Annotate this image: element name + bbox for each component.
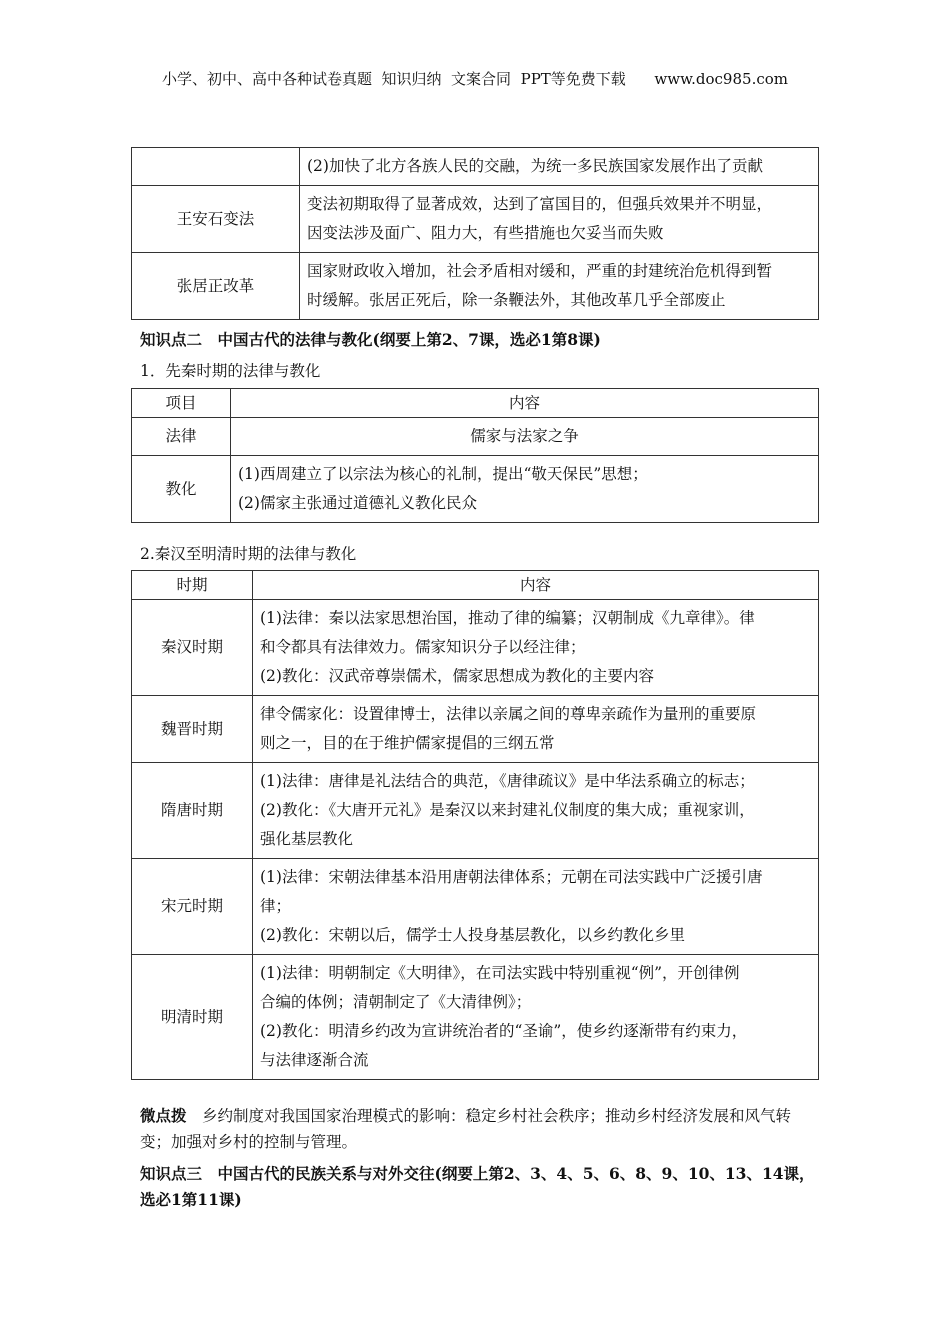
row-label-cell: 宋元时期: [132, 859, 253, 955]
content-line: 律令儒家化：设置律博士，法律以亲属之间的尊卑亲疏作为量刑的重要原: [260, 705, 757, 723]
section-2-sub1: 1．先秦时期的法律与教化: [140, 362, 321, 380]
table-header-row: [132, 389, 819, 418]
table-row: [132, 696, 819, 763]
period-table: [131, 570, 819, 1080]
header-cell-content: 内容: [253, 571, 819, 600]
row-content-cell: [253, 600, 819, 696]
content-line: 时缓解。张居正死后，除一条鞭法外，其他改革几乎全部废止: [307, 291, 726, 309]
content-line: (2)儒家主张通过道德礼义教化民众: [238, 494, 477, 512]
content-line: (1)法律：秦以法家思想治国，推动了律的编纂；汉朝制成《九章律》。律: [260, 609, 755, 627]
section-2-sub2: 2.秦汉至明清时期的法律与教化: [140, 545, 357, 563]
preqin-table-body: [132, 418, 819, 523]
content-line: (2)教化：明清乡约改为宣讲统治者的“圣谕”，使乡约逐渐带有约束力，: [260, 1022, 748, 1040]
page-header: 小学、初中、高中各种试卷真题 知识归纳 文案合同 PPT等免费下载 www.doc985.com: [161, 70, 788, 88]
section-3-title: 知识点三 中国古代的民族关系与对外交往(纲要上第2、3、4、5、6、8、9、10、13、14课，选必1第11课): [140, 1164, 815, 1209]
reform-table-body: [132, 148, 819, 320]
table-row: [132, 859, 819, 955]
content-line: (2)加快了北方各族人民的交融，为统一多民族国家发展作出了贡献: [307, 157, 763, 175]
content-line: 律；: [260, 897, 292, 915]
tip-text: 乡约制度对我国国家治理模式的影响：稳定乡村社会秩序；推动乡村经济发展和风气转变；加强对乡村的控制与管理。: [140, 1107, 792, 1151]
table-row: [132, 763, 819, 859]
content-line: 国家财政收入增加，社会矛盾相对缓和，严重的封建统治危机得到暂: [307, 262, 773, 280]
tip-paragraph: [140, 1103, 816, 1155]
row-label-cell: 王安石变法: [132, 186, 300, 253]
content-line: 和令都具有法律效力。儒家知识分子以经注律；: [260, 638, 586, 656]
header-cell-content: 内容: [231, 389, 819, 418]
table-row: [132, 456, 819, 523]
row-label-cell: 明清时期: [132, 955, 253, 1080]
content-line: 合编的体例；清朝制定了《大清律例》；: [260, 993, 532, 1011]
row-content-cell: [300, 186, 819, 253]
content-line: (2)教化：《大唐开元礼》是秦汉以来封建礼仪制度的集大成；重视家训，: [260, 801, 755, 819]
row-content-cell: [253, 859, 819, 955]
preqin-table: [131, 388, 819, 523]
content-line: (1)法律：唐律是礼法结合的典范，《唐律疏议》是中华法系确立的标志；: [260, 772, 755, 790]
content-line: 儒家与法家之争: [470, 427, 579, 445]
content-line: (2)教化：汉武帝尊崇儒术，儒家思想成为教化的主要内容: [260, 667, 654, 685]
content-line: 与法律逐渐合流: [260, 1051, 369, 1069]
row-label-cell: 张居正改革: [132, 253, 300, 320]
row-content-cell: [253, 696, 819, 763]
table-row: [132, 186, 819, 253]
content-line: 因变法涉及面广、阻力大，有些措施也欠妥当而失败: [307, 224, 664, 242]
table-header-row: [132, 571, 819, 600]
row-content-cell: [300, 253, 819, 320]
content-line: (1)法律：明朝制定《大明律》，在司法实践中特别重视“例”，开创律例: [260, 964, 740, 982]
tip-label: 微点拨: [140, 1106, 187, 1125]
table-row: [132, 148, 819, 186]
content-line: 则之一，目的在于维护儒家提倡的三纲五常: [260, 734, 555, 752]
content-line: (1)西周建立了以宗法为核心的礼制，提出“敬天保民”思想；: [238, 465, 648, 483]
row-content-cell: [253, 763, 819, 859]
content-line: (1)法律：宋朝法律基本沿用唐朝法律体系；元朝在司法实践中广泛援引唐: [260, 868, 763, 886]
row-content-cell: [231, 456, 819, 523]
row-label-cell: 教化: [132, 456, 231, 523]
row-label-cell: 魏晋时期: [132, 696, 253, 763]
table-row: [132, 955, 819, 1080]
table-row: [132, 418, 819, 456]
row-label-cell: 法律: [132, 418, 231, 456]
period-table-body: [132, 600, 819, 1080]
header-cell-period: 时期: [132, 571, 253, 600]
row-content-cell: [231, 418, 819, 456]
row-content-cell: [253, 955, 819, 1080]
row-content-cell: [300, 148, 819, 186]
content-line: (2)教化：宋朝以后，儒学士人投身基层教化，以乡约教化乡里: [260, 926, 685, 944]
header-cell-item: 项目: [132, 389, 231, 418]
section-2-title: 知识点二 中国古代的法律与教化(纲要上第2、7课，选必1第8课): [140, 330, 601, 349]
row-label-cell: [132, 148, 300, 186]
table-row: [132, 600, 819, 696]
reform-table: [131, 147, 819, 320]
table-row: [132, 253, 819, 320]
row-label-cell: 隋唐时期: [132, 763, 253, 859]
row-label-cell: 秦汉时期: [132, 600, 253, 696]
content-line: 强化基层教化: [260, 830, 354, 848]
content-line: 变法初期取得了显著成效，达到了富国目的，但强兵效果并不明显，: [307, 195, 773, 213]
